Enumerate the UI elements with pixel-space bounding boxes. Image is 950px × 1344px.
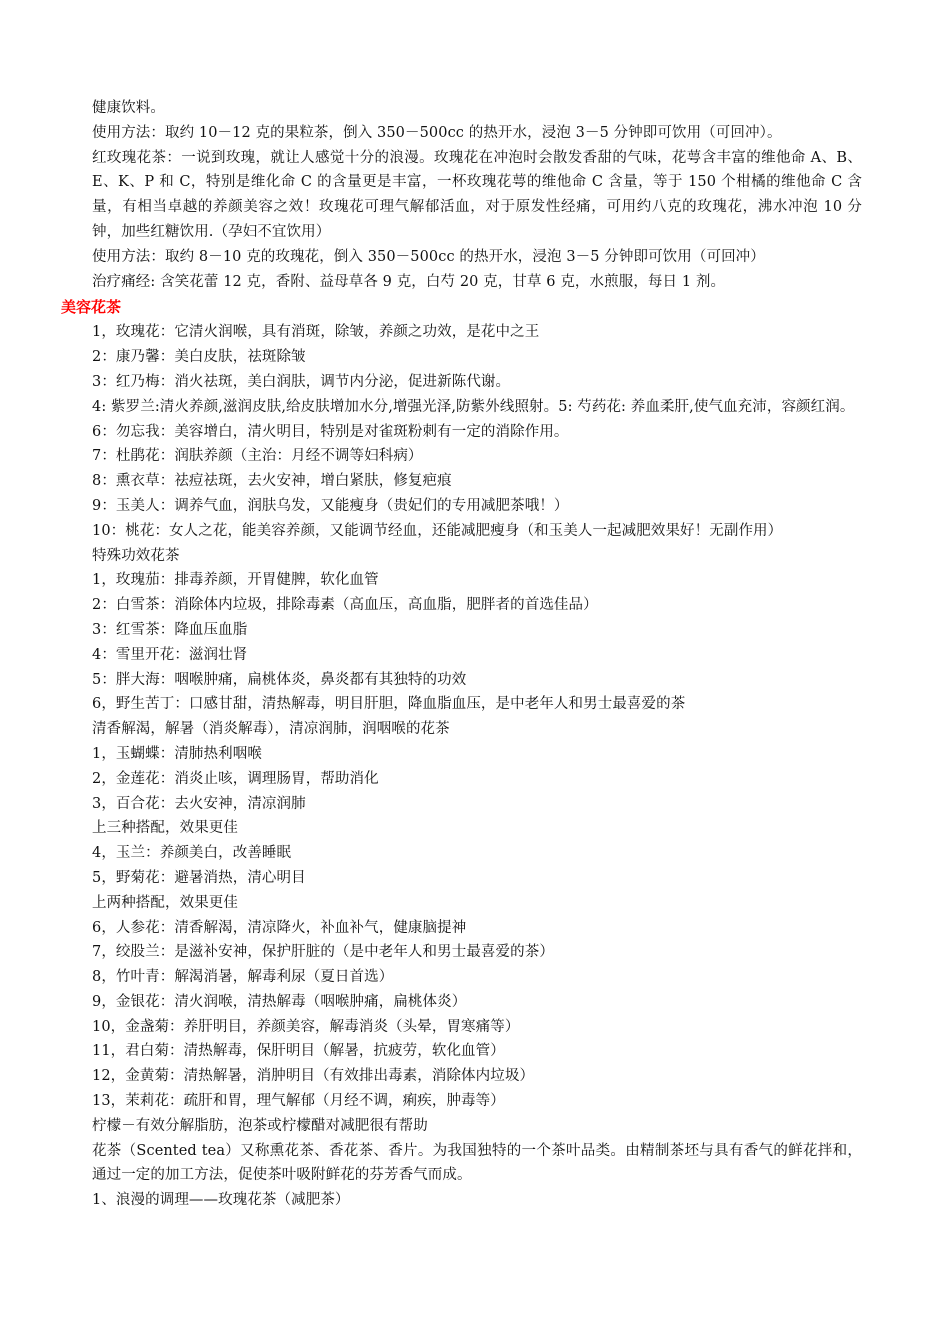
list-item: 9，金银花：清火润喉，清热解毒（咽喉肿痛，扁桃体炎） — [92, 993, 467, 1010]
text-paragraph: 花茶（Scented tea）又称熏花茶、香花茶、香片。为我国独特的一个茶叶品类。由精制茶坯与具有香气的鲜花拌和，通过一定的加工方法，促使茶叶吸附鲜花的芬芳香气而成。 — [92, 1142, 862, 1184]
text-line: 1、浪漫的调理——玫瑰花茶（减肥茶） — [92, 1192, 350, 1209]
list-item: 6，人参花：清香解渴，清凉降火，补血补气，健康脑提神 — [92, 919, 467, 936]
list-item: 11，君白菊：清热解毒，保肝明目（解暑，抗疲劳，软化血管） — [92, 1043, 505, 1060]
list-item: 5，野菊花：避暑消热，清心明目 — [92, 869, 306, 886]
list-item: 2，金莲花：消炎止咳，调理肠胃，帮助消化 — [92, 770, 379, 787]
text-line: 健康饮料。 — [92, 100, 165, 116]
text-paragraph: 红玫瑰花茶：一说到玫瑰，就让人感觉十分的浪漫。玫瑰花在冲泡时会散发香甜的气味，花萼含丰富的维他命 A、B、E、K、P 和 C，特别是维化命 C 的含量更是丰富，一杯玫瑰花萼的维他命 C 含量，等于 150 个柑橘的维他命 C 含量，有相当卓越的养颜美容之效！玫瑰花可理气解郁活血，对于原发性经痛，可用约八克的玫瑰花，沸水冲泡 10 分钟，加些红糖饮用.（孕妇不宜饮用） — [92, 149, 862, 240]
list-item: 10：桃花：女人之花，能美容养颜，又能调节经血，还能减肥瘦身（和玉美人一起减肥效果好！无副作用） — [92, 522, 783, 539]
list-item: 4: 紫罗兰:清火养颜,滋润皮肤,给皮肤增加水分,增强光泽,防紫外线照射。5: 芍药花: 养血柔肝,使气血充沛，容颜红润。 — [92, 398, 855, 415]
list-item: 7，绞股兰：是滋补安神，保护肝脏的（是中老年人和男士最喜爱的茶） — [92, 944, 554, 961]
list-item: 9：玉美人：调养气血，润肤乌发，又能瘦身（贵妃们的专用减肥茶哦！） — [92, 497, 569, 514]
section-heading: 美容花茶 — [61, 298, 122, 317]
list-item: 1，玫瑰茄：排毒养颜，开胃健脾，软化血管 — [92, 572, 379, 589]
list-item: 5：胖大海：咽喉肿痛，扁桃体炎，鼻炎都有其独特的功效 — [92, 671, 467, 688]
list-item: 7：杜鹃花：润肤养颜（主治：月经不调等妇科病） — [92, 448, 423, 465]
list-item: 4：雪里开花：滋润壮肾 — [92, 646, 248, 663]
list-item: 13，茉莉花：疏肝和胃，理气解郁（月经不调，痢疾，肿毒等） — [92, 1093, 505, 1110]
list-item: 3：红乃梅：消火祛斑，美白润肤，调节内分泌，促进新陈代谢。 — [92, 373, 511, 390]
text-line: 柠檬－有效分解脂肪，泡茶或柠檬醋对减肥很有帮助 — [92, 1117, 428, 1134]
list-item: 2：白雪茶：消除体内垃圾，排除毒素（高血压，高血脂，肥胖者的首选佳品） — [92, 597, 598, 614]
list-item: 3：红雪茶：降血压血脂 — [92, 621, 248, 638]
list-item: 2：康乃馨：美白皮肤，祛斑除皱 — [92, 349, 306, 366]
text-line: 使用方法：取约 8－10 克的玫瑰花，倒入 350－500cc 的热开水，浸泡 3－5 分钟即可饮用（可回冲） — [92, 248, 765, 265]
document-body — [61, 96, 862, 1213]
list-item: 8：熏衣草：祛痘祛斑，去火安神，增白紧肤，修复疤痕 — [92, 473, 452, 490]
note-line: 上三种搭配，效果更佳 — [92, 820, 238, 837]
list-item: 10，金盏菊：养肝明目，养颜美容，解毒消炎（头晕，胃寒痛等） — [92, 1018, 520, 1035]
list-item: 4，玉兰：养颜美白，改善睡眠 — [92, 845, 292, 862]
subheading: 清香解渴，解暑（消炎解毒），清凉润肺，润咽喉的花茶 — [92, 721, 450, 738]
note-line: 上两种搭配，效果更佳 — [92, 894, 238, 911]
list-item: 6，野生苦丁：口感甘甜，清热解毒，明目肝胆，降血脂血压，是中老年人和男士最喜爱的茶 — [92, 696, 686, 713]
subheading: 特殊功效花茶 — [92, 547, 180, 564]
list-item: 12，金黄菊：清热解暑，消肿明目（有效排出毒素，消除体内垃圾） — [92, 1068, 535, 1085]
list-item: 1，玉蝴蝶：清肺热利咽喉 — [92, 745, 262, 762]
list-item: 3，百合花：去火安神，清凉润肺 — [92, 795, 306, 812]
list-item: 6：勿忘我：美容增白，清火明目，特别是对雀斑粉刺有一定的消除作用。 — [92, 423, 569, 440]
text-line: 使用方法：取约 10－12 克的果粒茶，倒入 350－500cc 的热开水，浸泡 3－5 分钟即可饮用（可回冲）。 — [92, 124, 782, 141]
list-item: 8，竹叶青：解渴消暑，解毒利尿（夏日首选） — [92, 969, 394, 986]
text-line: 治疗痛经: 含笑花蕾 12 克，香附、益母草各 9 克，白芍 20 克，甘草 6 克，水煎服，每日 1 剂。 — [92, 273, 726, 290]
list-item: 1，玫瑰花：它清火润喉，具有消斑，除皱，养颜之功效，是花中之王 — [92, 324, 540, 341]
